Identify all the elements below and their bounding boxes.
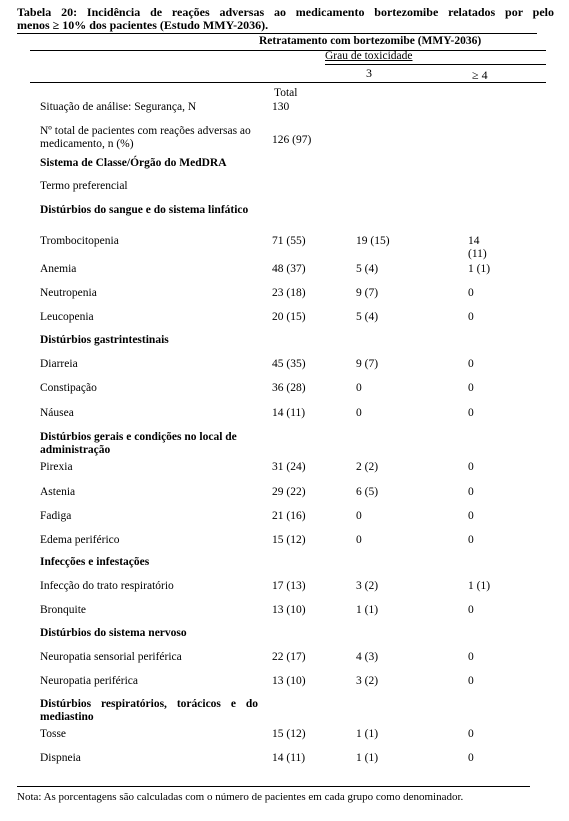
term-label: Tosse bbox=[40, 728, 67, 740]
total-header: Total bbox=[274, 87, 298, 99]
table-bottom-rule bbox=[17, 786, 530, 787]
grade-4-header: ≥ 4 bbox=[472, 68, 488, 82]
grade4-value: 0 bbox=[468, 407, 474, 419]
grade3-value: 6 (5) bbox=[356, 486, 379, 498]
grade4-value: 0 bbox=[468, 651, 474, 663]
table-caption: Tabela 20: Incidência de reações adversas ao medicamento bortezomibe relatados por pelo bbox=[17, 5, 554, 19]
grade4-value: 0 bbox=[468, 604, 474, 616]
grade4-value: 14 (11) bbox=[468, 235, 487, 260]
grade4-value: 0 bbox=[468, 510, 474, 522]
term-label: Dispneia bbox=[40, 752, 81, 764]
total-value: 29 (22) bbox=[272, 486, 306, 498]
total-value: 48 (37) bbox=[272, 263, 306, 275]
term-label: Fadiga bbox=[40, 510, 72, 522]
term-label: Infecção do trato respiratório bbox=[40, 580, 174, 592]
total-value: 15 (12) bbox=[272, 728, 306, 740]
grade3-value: 5 (4) bbox=[356, 311, 379, 323]
grade4-value: 0 bbox=[468, 311, 474, 323]
term-label: Neuropatia sensorial periférica bbox=[40, 651, 182, 663]
total-value: 20 (15) bbox=[272, 311, 306, 323]
total-value: 14 (11) bbox=[272, 407, 306, 419]
analysis-total: 130 bbox=[272, 101, 290, 113]
grade4-value: 0 bbox=[468, 752, 474, 764]
total-patients-total: 126 (97) bbox=[272, 134, 312, 146]
grade3-value: 0 bbox=[356, 382, 362, 394]
total-value: 36 (28) bbox=[272, 382, 306, 394]
total-patients-label: Nº total de pacientes com reações adversas ao medicamento, n (%) bbox=[40, 125, 251, 150]
footnote: Nota: As porcentagens são calculadas com o número de pacientes em cada grupo como denominador. bbox=[17, 791, 464, 803]
study-header-rule bbox=[30, 50, 546, 51]
grade-header-rule bbox=[325, 64, 546, 65]
grade3-value: 2 (2) bbox=[356, 461, 379, 473]
grade3-value: 0 bbox=[356, 510, 362, 522]
term-label: Pirexia bbox=[40, 461, 73, 473]
preferred-term-label: Termo preferencial bbox=[40, 180, 128, 192]
term-label: Leucopenia bbox=[40, 311, 94, 323]
grade3-value: 1 (1) bbox=[356, 728, 379, 740]
section-title: Infecções e infestações bbox=[40, 556, 150, 568]
term-label: Neuropatia periférica bbox=[40, 675, 139, 687]
grade4-value: 0 bbox=[468, 728, 474, 740]
section-title: Distúrbios respiratórios, torácicos e do mediastino bbox=[40, 698, 258, 723]
grade3-value: 3 (2) bbox=[356, 580, 379, 592]
grade4-value: 0 bbox=[468, 461, 474, 473]
total-value: 23 (18) bbox=[272, 287, 306, 299]
total-value: 15 (12) bbox=[272, 534, 306, 546]
grade4-value: 1 (1) bbox=[468, 580, 491, 592]
grade3-value: 0 bbox=[356, 534, 362, 546]
grade4-value: 0 bbox=[468, 486, 474, 498]
total-value: 22 (17) bbox=[272, 651, 306, 663]
term-label: Náusea bbox=[40, 407, 74, 419]
term-label: Neutropenia bbox=[40, 287, 97, 299]
grade3-value: 1 (1) bbox=[356, 752, 379, 764]
term-label: Bronquite bbox=[40, 604, 86, 616]
grade3-value: 5 (4) bbox=[356, 263, 379, 275]
term-label: Edema periférico bbox=[40, 534, 120, 546]
grade-3-header: 3 bbox=[366, 66, 372, 80]
section-title: Distúrbios do sangue e do sistema linfático bbox=[40, 204, 249, 216]
total-value: 13 (10) bbox=[272, 675, 306, 687]
grade3-value: 9 (7) bbox=[356, 358, 379, 370]
term-label: Anemia bbox=[40, 263, 77, 275]
term-label: Trombocitopenia bbox=[40, 235, 119, 247]
grade4-value: 1 (1) bbox=[468, 263, 491, 275]
table-caption-line2: menos ≥ 10% dos pacientes (Estudo MMY-2036). bbox=[17, 18, 269, 32]
total-value: 14 (11) bbox=[272, 752, 306, 764]
study-header: Retratamento com bortezomibe (MMY-2036) bbox=[259, 35, 482, 47]
term-label: Astenia bbox=[40, 486, 76, 498]
grade4-value: 0 bbox=[468, 287, 474, 299]
grade3-value: 3 (2) bbox=[356, 675, 379, 687]
term-label: Constipação bbox=[40, 382, 97, 394]
section-title: Distúrbios do sistema nervoso bbox=[40, 627, 187, 639]
grade4-value: 0 bbox=[468, 382, 474, 394]
grade3-value: 19 (15) bbox=[356, 235, 390, 247]
grade3-value: 0 bbox=[356, 407, 362, 419]
grade4-value: 0 bbox=[468, 675, 474, 687]
soc-header: Sistema de Classe/Órgão do MedDRA bbox=[40, 157, 227, 169]
caption-rule bbox=[17, 33, 537, 34]
grade4-value: 0 bbox=[468, 534, 474, 546]
grade3-value: 9 (7) bbox=[356, 287, 379, 299]
grade3-value: 4 (3) bbox=[356, 651, 379, 663]
analysis-label: Situação de análise: Segurança, N bbox=[40, 101, 197, 113]
total-value: 71 (55) bbox=[272, 235, 306, 247]
total-value: 21 (16) bbox=[272, 510, 306, 522]
grade3-value: 1 (1) bbox=[356, 604, 379, 616]
grade-header: Grau de toxicidade bbox=[325, 50, 413, 62]
grade4-value: 0 bbox=[468, 358, 474, 370]
total-value: 45 (35) bbox=[272, 358, 306, 370]
total-value: 17 (13) bbox=[272, 580, 306, 592]
term-label: Diarreia bbox=[40, 358, 78, 370]
total-value: 31 (24) bbox=[272, 461, 306, 473]
header-bottom-rule bbox=[30, 82, 546, 83]
total-value: 13 (10) bbox=[272, 604, 306, 616]
section-title: Distúrbios gastrintestinais bbox=[40, 334, 169, 346]
section-title: Distúrbios gerais e condições no local de administração bbox=[40, 431, 237, 456]
